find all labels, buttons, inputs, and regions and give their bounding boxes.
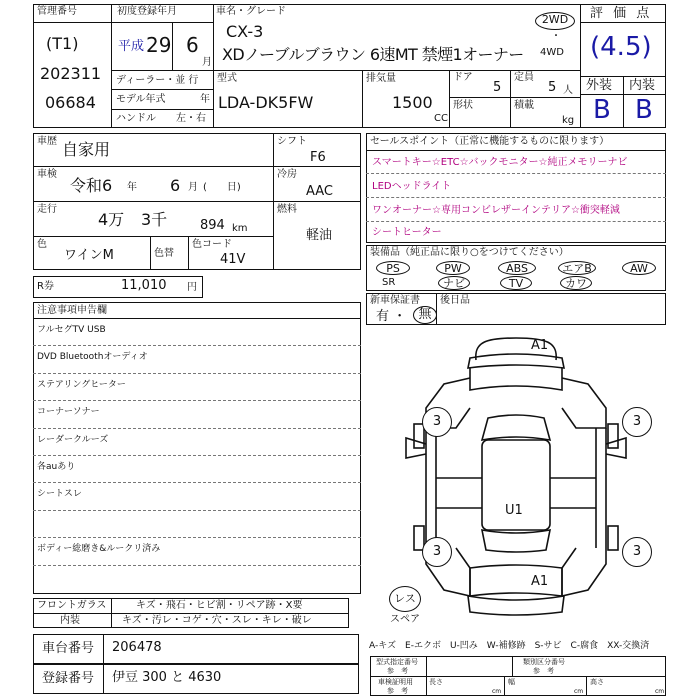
divider: [188, 236, 189, 270]
recycle-unit: 円: [187, 282, 197, 293]
warranty-label: 新車保証書: [370, 295, 420, 306]
year-unit: 年: [200, 94, 210, 105]
length-unit: cm: [492, 688, 502, 695]
equip-item: [438, 276, 470, 290]
rear-bumper: [468, 596, 564, 615]
reg-label: 登録番号: [42, 671, 95, 686]
divider: [504, 676, 505, 696]
score-label: 評 価 点: [590, 6, 653, 21]
after-label: 後日品: [440, 295, 470, 306]
equip-label: ナビ: [443, 277, 465, 290]
interior-value: B: [635, 95, 653, 125]
divider: [436, 293, 437, 325]
category-ref: 参 考: [533, 667, 554, 675]
front-bumper-lip: [468, 354, 564, 368]
inspect-era: 令和6: [70, 176, 113, 195]
reg-year: 29: [146, 33, 172, 57]
mark-label: 3: [632, 544, 642, 559]
notes-line: レーダークルーズ: [37, 434, 109, 445]
spare-circled: [389, 586, 421, 612]
notes-line: コーナーソナー: [37, 407, 100, 418]
interior-label: 内装: [629, 78, 656, 93]
type-desig-ref: 参 考: [387, 667, 408, 675]
divider: [512, 656, 513, 676]
notes-divider: [33, 400, 361, 401]
type-desig-label: 型式指定番号: [376, 658, 418, 666]
drive-2wd: 2WD: [541, 13, 569, 26]
windshield: [482, 415, 550, 440]
cap-value: 5: [548, 80, 557, 95]
first-reg-label: 初度登録年月: [117, 6, 177, 17]
notes-divider: [33, 510, 361, 511]
dealer-label: ディーラー・並 行: [116, 75, 199, 86]
model-year-label: モデル年式: [116, 94, 166, 105]
mark-left-rear: [422, 537, 452, 567]
height-label: 高さ: [590, 678, 604, 686]
color-code-label: 色コード: [192, 239, 232, 250]
divider: [213, 4, 214, 128]
notes-divider: [33, 565, 361, 566]
width-unit: cm: [574, 688, 584, 695]
sales-title: セールスポイント（正常に機能するものに限ります）: [370, 136, 610, 147]
divider: [150, 236, 151, 270]
month-unit: 月: [202, 57, 212, 68]
divider: [366, 221, 666, 222]
notes-line: ボディー総磨き&ルークリ済み: [37, 544, 161, 555]
length-label: 長さ: [429, 678, 443, 686]
disp-value: 1500: [392, 93, 433, 112]
hood: [470, 368, 562, 390]
front-glass-value: キズ・飛石・ヒビ割・リペア跡・X要: [136, 600, 303, 611]
notes-divider: [33, 482, 361, 483]
handle-label: ハンドル: [116, 113, 156, 124]
mark-label: 3: [432, 544, 442, 559]
history-label: 車歴: [37, 136, 57, 147]
notes-divider: [33, 345, 361, 346]
sales-line: ワンオーナー☆専用コンビレザーインテリア☆衝突軽減: [372, 205, 620, 216]
divider: [33, 318, 361, 319]
sales-line: シートヒーター: [372, 227, 442, 238]
divider: [111, 109, 213, 110]
disp-unit: CC: [434, 113, 448, 124]
height-unit: cm: [655, 688, 665, 695]
mileage-man: 4万: [98, 210, 125, 229]
shape-label: 形状: [453, 100, 473, 111]
mark-right-front: [622, 407, 652, 437]
drive-4wd: 4WD: [540, 47, 564, 58]
mileage-rest: 894: [200, 218, 225, 233]
wheel-front-right: [608, 424, 618, 448]
equipment-title: 装備品（純正品に限り○をつけてください）: [370, 247, 569, 258]
warranty-circled: [413, 306, 437, 324]
spare-label: スペア: [390, 614, 420, 625]
equip-item: [560, 276, 592, 290]
mark-left-front: [422, 407, 452, 437]
notes-line: シートスレ: [37, 489, 82, 500]
reg-month: 6: [186, 33, 199, 57]
width-label: 幅: [508, 678, 515, 686]
door-label: ドア: [453, 72, 473, 83]
mgmt-line2: 202311: [40, 64, 102, 83]
divider: [366, 197, 666, 198]
mileage-unit: km: [232, 223, 248, 234]
sales-line: スマートキー☆ETC☆バックモニター☆純正メモリーナビ: [372, 157, 628, 168]
equip-label: ABS: [506, 262, 528, 275]
front-glass-label: フロントガラス: [37, 600, 107, 611]
equip-item: [436, 261, 470, 275]
notes-divider: [33, 455, 361, 456]
fuel-label: 燃料: [277, 204, 297, 215]
equip-label: AW: [630, 262, 648, 275]
divider: [362, 70, 363, 128]
divider: [623, 76, 624, 128]
divider: [33, 201, 361, 202]
handle-value: 左・右: [176, 113, 206, 124]
damage-legend: A-キズ E-エクボ U-凹み W-補修跡 S-サビ C-腐食 XX-交換済: [369, 641, 650, 651]
mark-label: 3: [632, 414, 642, 429]
cap-label: 定員: [514, 72, 534, 83]
cert-ref: 参 考: [387, 687, 408, 695]
equip-item: SR: [382, 277, 396, 288]
inspect-day: ( 日): [203, 182, 241, 193]
category-label: 類別区分番号: [523, 658, 565, 666]
recycle-label: R券: [37, 281, 54, 292]
mark-label: 3: [432, 414, 442, 429]
divider: [111, 22, 213, 23]
inspect-label: 車検: [37, 169, 57, 180]
notes-divider: [33, 373, 361, 374]
mgmt-line1: (T1): [46, 34, 79, 53]
notes-title: 注意事項申告欄: [37, 305, 107, 316]
wheel-rear-right: [608, 526, 618, 550]
mileage-sen: 3千: [141, 210, 168, 229]
divider: [33, 166, 361, 167]
divider: [172, 22, 173, 70]
divider: [103, 634, 104, 664]
equip-item: [558, 261, 596, 275]
era: 平成: [118, 39, 145, 54]
reg-value: 伊豆 300 と 4630: [112, 670, 222, 685]
color-label: 色: [37, 239, 47, 250]
equip-label: エアB: [562, 262, 592, 275]
divider: [366, 150, 666, 151]
ac-value: AAC: [306, 184, 333, 199]
notes-line: フルセグTV USB: [37, 325, 106, 335]
left-side: [426, 428, 436, 548]
grade: XDノーブルブラウン 6速MT 禁煙1オーナー: [222, 45, 524, 64]
notes-line: DVD Bluetoothオーディオ: [37, 352, 148, 363]
divider: [510, 70, 511, 128]
divider: [111, 89, 213, 90]
notes-line: ステアリングヒーター: [37, 379, 126, 390]
divider: [103, 664, 104, 694]
equip-label: カワ: [565, 277, 587, 290]
spare-circled-label: レス: [394, 592, 416, 605]
recycle-value: 11,010: [121, 278, 167, 293]
inspect-month: 6: [170, 176, 181, 195]
chassis-label: 車台番号: [42, 641, 95, 656]
interior-cond-label: 内装: [60, 615, 80, 626]
rear-fender-right: [562, 548, 606, 596]
equip-item: [500, 276, 532, 290]
notes-divider: [33, 537, 361, 538]
drive-2wd-circled: [535, 12, 575, 30]
equip-label: PW: [444, 262, 462, 275]
interior-cond-value: キズ・汚レ・コゲ・穴・スレ・キレ・破レ: [122, 615, 312, 626]
cap-unit: 人: [563, 85, 573, 96]
chassis-value: 206478: [112, 640, 162, 655]
notes-divider: [33, 428, 361, 429]
divider: [426, 656, 427, 696]
load-unit: kg: [562, 115, 575, 126]
disp-label: 排気量: [366, 73, 396, 84]
inspect-year-unit: 年: [127, 182, 137, 193]
divider: [111, 70, 213, 71]
warranty-circled-label: 無: [418, 307, 432, 322]
warranty-options: 有 ・: [376, 309, 407, 324]
sales-line: LEDヘッドライト: [372, 181, 452, 192]
divider: [580, 22, 666, 23]
cert-label: 車検証明用: [378, 678, 413, 686]
divider: [449, 70, 450, 128]
divider: [33, 236, 273, 237]
ac-label: 冷房: [277, 169, 297, 180]
color-value: ワインM: [64, 248, 114, 263]
load-label: 積載: [514, 100, 534, 111]
mark-rear: A1: [531, 574, 549, 589]
divider: [370, 676, 666, 677]
model-code: LDA-DK5FW: [218, 93, 314, 112]
drive-dot: ・: [551, 31, 561, 42]
fuel-value: 軽油: [306, 228, 333, 243]
mark-front: A1: [531, 338, 549, 353]
equip-item: [376, 261, 410, 275]
divider: [33, 613, 349, 614]
car-name: CX-3: [226, 22, 264, 41]
door-value: 5: [493, 80, 502, 95]
divider: [366, 173, 666, 174]
model-label: 型式: [217, 73, 237, 84]
equip-label: TV: [508, 277, 524, 290]
exterior-value: B: [593, 95, 611, 125]
trunk: [470, 565, 562, 596]
divider: [586, 676, 587, 696]
history-value: 自家用: [62, 140, 111, 159]
color-change-label: 色替: [154, 248, 174, 259]
divider: [33, 22, 111, 23]
mgmt-line3: 06684: [45, 93, 96, 112]
equip-label: PS: [386, 262, 400, 275]
inspect-month-unit: 月: [188, 182, 198, 193]
equip-item: [498, 261, 536, 275]
divider: [213, 70, 580, 71]
notes-line: 各auあり: [37, 462, 76, 472]
mark-center: U1: [505, 503, 523, 518]
color-code-value: 41V: [220, 252, 246, 267]
recycle-frame: [33, 276, 203, 298]
exterior-label: 外装: [586, 78, 613, 93]
divider: [449, 97, 580, 98]
front-fender-right: [562, 378, 606, 428]
equip-item: [622, 261, 656, 275]
score-value: (4.5): [590, 32, 652, 62]
name-label: 車名・グレード: [216, 6, 286, 17]
mgmt-label: 管理番号: [37, 6, 77, 17]
shift-value: F6: [310, 150, 326, 165]
right-side: [596, 428, 606, 548]
shift-label: シフト: [277, 136, 307, 147]
mileage-label: 走行: [37, 204, 57, 215]
rear-window: [482, 530, 550, 552]
mark-right-rear: [622, 537, 652, 567]
